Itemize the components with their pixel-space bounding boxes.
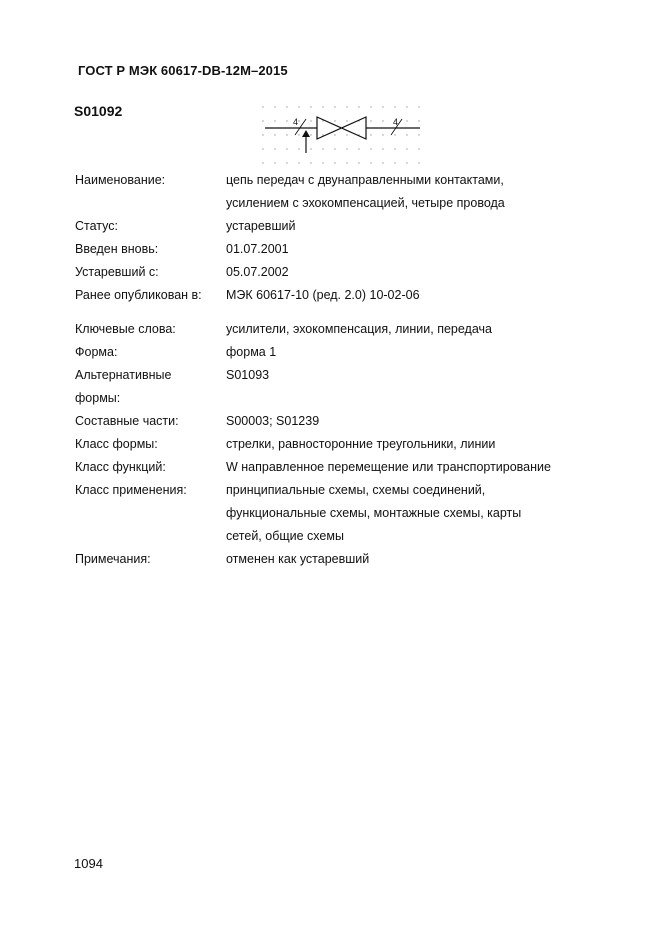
field-label-line: Альтернативные [75,368,172,382]
field-value [226,169,596,215]
symbol-graphic [255,103,435,165]
field-label [75,548,225,571]
field-label-line: Ранее опубликован в: [75,288,202,302]
field-value-line: отменен как устаревший [226,552,370,566]
field-label-line: Ключевые слова: [75,322,176,336]
field-value [226,456,596,479]
field-label-line: Статус: [75,219,118,233]
field-label [75,215,225,238]
field-value-line: цепь передач с двунаправленными контактами, [226,173,504,187]
field-value-line: S01093 [226,368,270,382]
field-label-line: формы: [75,391,121,405]
field-value-line: W направленное перемещение или транспортирование [226,460,551,474]
field-value [226,364,596,387]
svg-text:4: 4 [293,117,299,127]
field-value [226,238,596,261]
field-label [75,410,225,433]
svg-text:4: 4 [393,117,399,127]
field-value-line: 05.07.2002 [226,265,289,279]
page-number: 1094 [74,856,103,871]
field-value [226,433,596,456]
field-label [75,284,225,307]
field-label-line: Введен вновь: [75,242,159,256]
field-value [226,215,596,238]
field-label [75,364,225,410]
field-value [226,318,596,341]
field-value [226,341,596,364]
field-value-line: 01.07.2001 [226,242,289,256]
symbol-code: S01092 [74,103,123,119]
field-label [75,433,225,456]
field-label-line: Класс формы: [75,437,158,451]
field-value-line: усилением с эхокомпенсацией, четыре провода [226,196,505,210]
field-value-line: S00003; S01239 [226,414,320,428]
field-value [226,284,596,307]
field-label-line: Класс применения: [75,483,187,497]
field-label [75,261,225,284]
document-header: ГОСТ Р МЭК 60617-DB-12M–2015 [78,63,288,78]
field-value-line: форма 1 [226,345,277,359]
field-label-line: Форма: [75,345,118,359]
field-label [75,318,225,341]
field-label-line: Составные части: [75,414,179,428]
field-value [226,548,596,571]
field-value-line: устаревший [226,219,296,233]
field-value-line: функциональные схемы, монтажные схемы, карты [226,506,522,520]
field-label [75,456,225,479]
field-label [75,169,225,192]
field-label [75,341,225,364]
field-value [226,261,596,284]
field-value-line: МЭК 60617-10 (ред. 2.0) 10-02-06 [226,288,420,302]
field-value-line: усилители, эхокомпенсация, линии, передача [226,322,492,336]
field-value [226,410,596,433]
field-value [226,479,596,548]
field-value-line: принципиальные схемы, схемы соединений, [226,483,486,497]
field-label [75,238,225,261]
amplifier-symbol-icon [255,103,435,165]
field-label-line: Устаревший с: [75,265,159,279]
field-label-line: Класс функций: [75,460,166,474]
field-value-line: стрелки, равносторонние треугольники, линии [226,437,496,451]
field-label [75,479,225,502]
field-label-line: Наименование: [75,173,166,187]
field-label-line: Примечания: [75,552,151,566]
field-value-line: сетей, общие схемы [226,529,344,543]
